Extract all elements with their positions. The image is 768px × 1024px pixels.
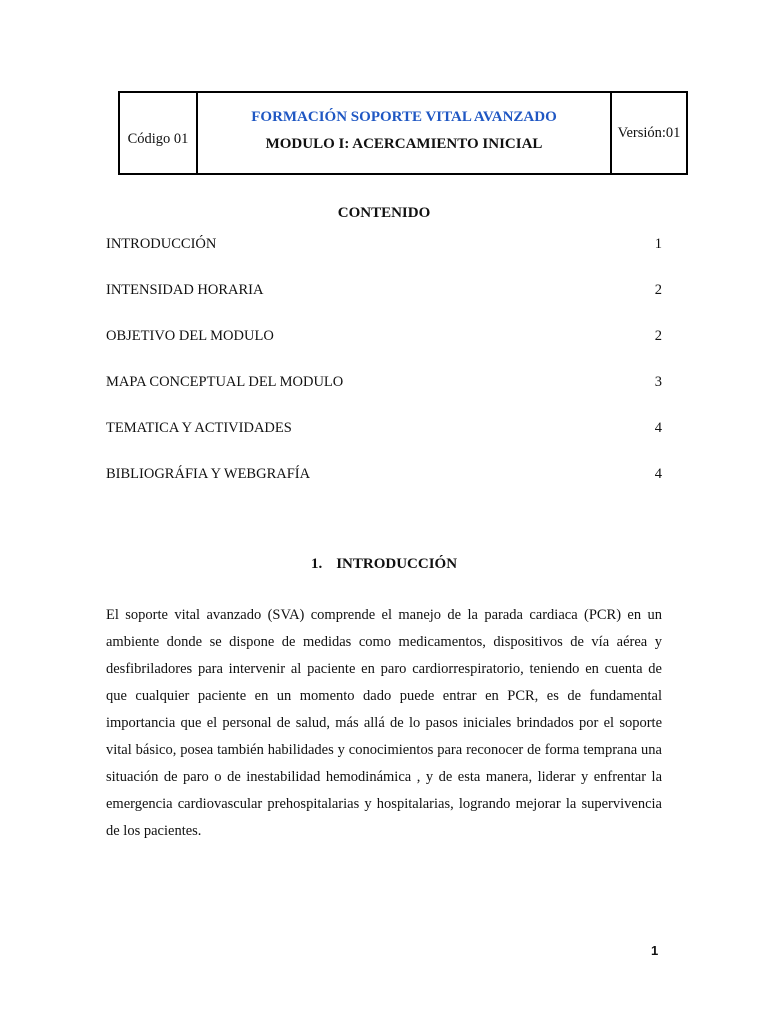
document-version: Versión:01 (617, 125, 681, 141)
toc-item[interactable] (106, 325, 662, 371)
toc-item-label: OBJETIVO DEL MODULO (106, 328, 274, 344)
version-cell (612, 93, 686, 173)
toc-item[interactable] (106, 371, 662, 417)
section-title: INTRODUCCIÓN (336, 556, 458, 572)
toc-item[interactable] (106, 233, 662, 279)
toc-item-page: 4 (654, 420, 662, 436)
code-cell (120, 93, 198, 173)
toc-item-label: MAPA CONCEPTUAL DEL MODULO (106, 374, 344, 390)
toc-item-label: TEMATICA Y ACTIVIDADES (106, 420, 292, 436)
toc-item-label: INTENSIDAD HORARIA (106, 282, 264, 298)
introduction-paragraph: El soporte vital avanzado (SVA) comprende el manejo de la parada cardiaca (PCR) en un ambiente donde se dispone de medidas como medicamentos, dispositivos de vía aérea y desfibriladores para intervenir al paciente en paro cardiorrespiratorio, teniendo en cuenta de que cualquier paciente en un momento dado puede entrar en PCR, es de fundamental importancia que el personal de salud, más allá de lo pasos iniciales brindados por el soporte vital básico, posea también habilidades y conocimientos para reconocer de forma temprana una situación de paro o de inestabilidad hemodinámica , y de esta manera, liderar y enfrentar la emergencia cardiovascular prehospitalarias y hospitalarias, logrando mejorar la supervivencia de los pacientes. (106, 607, 662, 839)
document-code: Código 01 (127, 130, 189, 147)
title-cell (198, 93, 612, 173)
toc-item-page: 4 (654, 466, 662, 482)
toc-item[interactable] (106, 463, 662, 509)
toc-item-page: 1 (654, 236, 662, 252)
toc-item[interactable] (106, 279, 662, 325)
table-of-contents (106, 233, 662, 509)
toc-item-page: 2 (654, 282, 662, 298)
toc-item-page: 2 (654, 328, 662, 344)
section-number: 1. (310, 556, 323, 572)
module-title: MODULO I: ACERCAMIENTO INICIAL (265, 136, 543, 152)
toc-item-label: BIBLIOGRÁFIA Y WEBGRAFÍA (106, 466, 311, 482)
document-header-table (118, 91, 688, 175)
toc-heading: CONTENIDO (337, 205, 431, 221)
section-heading (0, 556, 768, 573)
toc-item-label: INTRODUCCIÓN (106, 236, 217, 252)
page-number: 1 (651, 943, 659, 958)
toc-item[interactable] (106, 417, 662, 463)
toc-item-page: 3 (654, 374, 662, 390)
document-title: FORMACIÓN SOPORTE VITAL AVANZADO (251, 109, 557, 125)
